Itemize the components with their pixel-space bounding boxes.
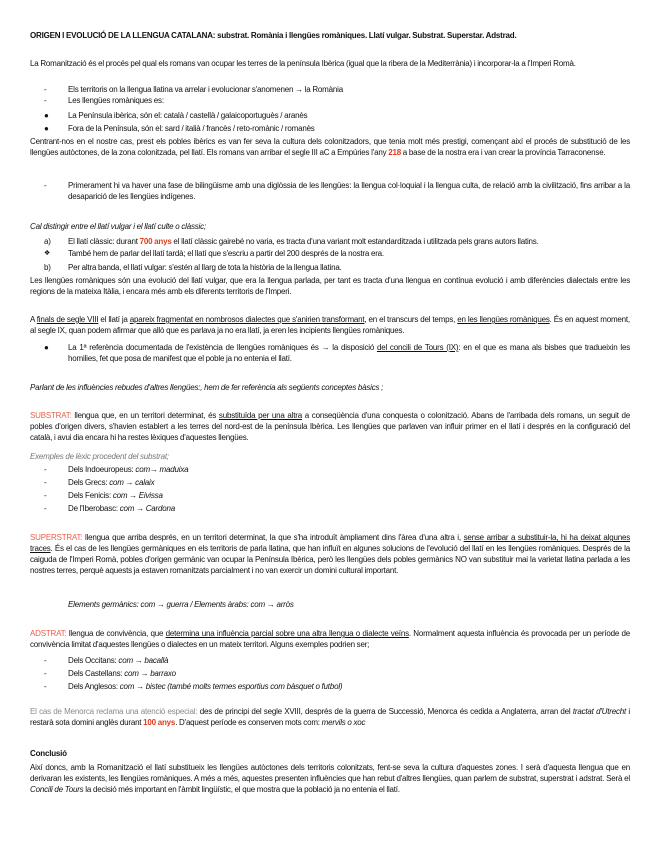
adstrat-examples-list	[30, 655, 630, 692]
list-item: ❖ També hem de parlar del llatí tardà; el llatí que s'escriu a partir del 200 després de la nostra era.	[44, 249, 384, 258]
romance-languages-list	[30, 110, 630, 134]
list-item: - Dels Anglesos: com → bistec (també molts termes esportius com bàsquet o futbol)	[44, 682, 343, 691]
latin-list	[30, 236, 630, 247]
list-item: - Dels Fenicis: com → Eivissa	[44, 491, 163, 500]
adstrat-paragraph: ADSTRAT: llengua de convivència, que determina una influència parcial sobre una altra llengua o dialecte veïns. Normalment aquesta influència és provocada per un període de convivència limitat d'aquestes llengües o dialectes en un mateix territori. Alguns exemples podrien ser;	[30, 629, 630, 649]
list-item: - Dels Castellans: com → barraxo	[44, 669, 176, 678]
romanization-paragraph: La Romanització és el procés pel qual els romans van ocupar les terres de la península Ibèrica (igual que la ribera de la Mediterrània) i incorporar-la a l'Imperi Romà.	[30, 59, 576, 68]
menorca-paragraph: El cas de Menorca reclama una atenció especial: des de principi del segle XVIII, després de la guerra de Successió, Menorca és cedida a Anglaterra, arran del tractat d'Utrecht i restarà sota domini anglès durant 100 anys. D'aquest període es conserven mots com: mervils o xoc	[30, 707, 630, 727]
list-item: a) El llatí clàssic: durant 700 anys el llatí clàssic gairebé no varia, es tracta d'una variant molt estandarditzada i utilitzada pels grans autors llatins.	[44, 237, 539, 246]
list-item: ● Fora de la Península, són el: sard / italià / francès / reto-romànic / romanès	[44, 124, 315, 133]
list-item: - Primerament hi va haver una fase de bilingüisme amb una diglòssia de les llengües: la llengua col·loquial i la llengua culta, de relació amb la civilització, fins arribar a la desaparició de les llengües indígenes.	[44, 181, 630, 201]
list-item: ● La Península ibèrica, són el: català / castellà / galaicoportuguès / aranès	[44, 111, 308, 120]
superstrat-paragraph: SUPERSTRAT: llengua que arriba després, en un territori determinat, la que s'ha introduït àmpliament dins l'àrea d'una altra i, sense arribar a substituir-la, hi ha deixat algunes traces. És el cas de les llengües germàniques en els territoris de parla llatina, que han influït en algunes solucions de l'evolució del llatí en les llengües romàniques. Després de la caiguda de l'Imperi Romà, pobles d'origen germànic van ocupar la Península Ibèrica, però les llengües dels pobles germànics NO van substituir mai la varietat llatina parlada a les nostres terres, perquè aquests ja estaven romanitzats parcialment i no van exercir un domini cultural important.	[30, 533, 630, 575]
list-item: - Els territoris on la llengua llatina va arrelar i evolucionar s'anomenen → la Romània	[44, 85, 343, 94]
vulgar-latin-list	[30, 262, 630, 273]
substrat-paragraph: SUBSTRAT: llengua que, en un territori determinat, és substituïda per una altra a conseqüència d'una conquesta o colonització. Abans de l'arribada dels romans, un seguit de pobles d'origen divers, s'havien establert a les terres del nord-est de la península Ibèrica. Les llengües que parlaven van influir primer en el llatí i després en la configuració del català, i avui dia encara hi ha restes lèxiques d'aquestes llengües.	[30, 411, 630, 442]
substrat-examples-list	[30, 464, 630, 514]
superstrat-examples: Elements germànics: com → guerra / Elements àrabs: com → arròs	[68, 600, 294, 609]
document-title: ORIGEN I EVOLUCIÓ DE LA LLENGUA CATALANA: substrat. Romània i llengües romàniques. Llatí vulgar. Substrat. Superstar. Adstrad.	[30, 31, 517, 40]
romania-list	[30, 84, 630, 106]
bilingualism-list	[30, 180, 630, 202]
list-item: b) Per altra banda, el llatí vulgar: s'estén al llarg de tota la història de la llengua llatina.	[44, 263, 342, 272]
conclusion-paragraph: Així doncs, amb la Romanització el llatí substitueix les llengües autòctones dels territoris colonitzats, fent-se seva la cultura d'aquestes zones. I serà d'aquesta llengua que en derivaran les existents, les llengües romàniques. A més a més, aquestes presenten influències que han rebut d'altres llengües, quan parlem de substrat, superstrat i adstrat. Serà el Concili de Tours la decisió més important en l'àmbit lingüístic, el que mostra que la població ja no entenia el llatí.	[30, 763, 630, 794]
list-item: - Dels Indoeuropeus: com→ maduixa	[44, 465, 189, 474]
substrat-examples-heading: Exemples de lèxic procedent del substrat;	[30, 452, 169, 461]
conclusion-heading: Conclusió	[30, 749, 67, 758]
late-latin-list	[30, 248, 630, 259]
list-item: - De l'Iberobasc: com → Cardona	[44, 504, 175, 513]
vulgar-latin-paragraph: Les llengües romàniques són una evolució del llatí vulgar, que era la llengua parlada, per tant es tracta d'una llengua en contínua evolució i amb diferències dialectals entre les regions de la mateixa Itàlia, i encara més amb els diferents territoris de l'Imperi.	[30, 276, 630, 296]
list-item: ● La 1ª referència documentada de l'existència de llengües romàniques és → la disposició del concili de Tours (IX): en el que es mana als bisbes que tradueixin les homilies, fet que posa de manifest que el poble ja no entenia el llatí.	[44, 343, 631, 363]
latin-heading: Cal distingir entre el llatí vulgar i el llatí culte o clàssic;	[30, 222, 206, 231]
list-item: - Dels Grecs: com → calaix	[44, 478, 155, 487]
list-item: - Dels Occitans: com → bacallà	[44, 656, 169, 665]
tours-list	[30, 342, 630, 364]
list-item: - Les llengües romàniques es:	[44, 96, 164, 105]
colonization-paragraph: Centrant-nos en el nostre cas, prest els pobles ibèrics es van fer seva la cultura dels colonitzadors, que tenia molt més prestigi, començant així el procés de substitució de les llengües autòctones, de la zona colonitzada, pel llatí. Els romans van arribar el segle III aC a Empúries l'any 218 a base de la nostra era i van crear la província Tarraconense.	[30, 137, 630, 157]
fragmentation-paragraph: A finals de segle VIII el llatí ja apareix fragmentat en nombrosos dialectes que s'anirien transformant, en el transcurs del temps, en les llengües romàniques. És en aquest moment, al segle IX, quan podem afirmar que allò que es parlava ja no era llatí, ja eren les incipients llengües romàniques.	[30, 315, 630, 335]
influences-heading: Parlant de les influències rebudes d'altres llengües:, hem de fer referència als següents conceptes bàsics ;	[30, 383, 384, 392]
